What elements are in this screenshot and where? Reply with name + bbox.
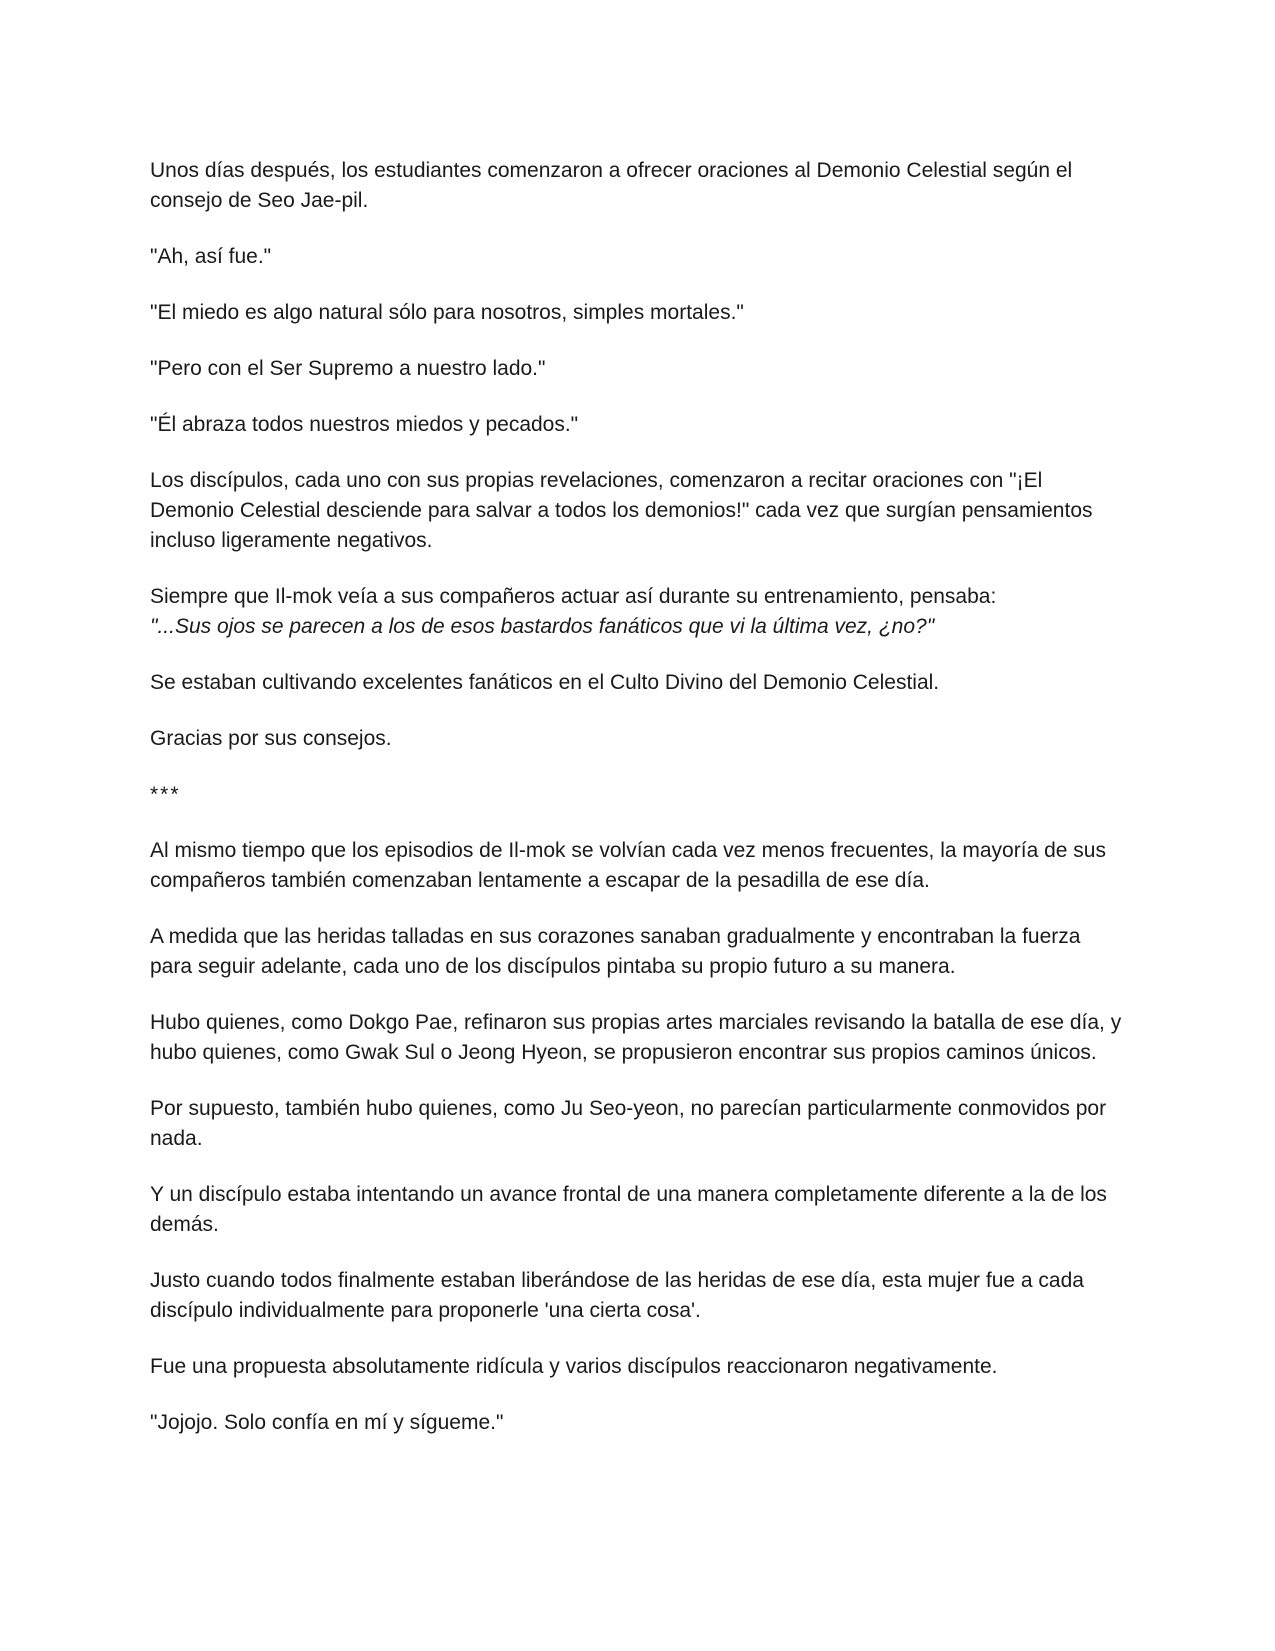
paragraph-text: Siempre que Il-mok veía a sus compañeros actuar así durante su entrenamiento, pensaba:	[150, 585, 997, 608]
italic-thought: "...Sus ojos se parecen a los de esos bastardos fanáticos que vi la última vez, ¿no?"	[150, 615, 935, 638]
paragraph: Se estaban cultivando excelentes fanáticos en el Culto Divino del Demonio Celestial.	[150, 671, 940, 694]
paragraph: Al mismo tiempo que los episodios de Il-mok se volvían cada vez menos frecuentes, la mayoría de sus compañeros también comenzaban lentamente a escapar de la pesadilla de ese día.	[150, 839, 1106, 892]
dialogue-line: "Pero con el Ser Supremo a nuestro lado."	[150, 357, 546, 380]
paragraph: Gracias por sus consejos.	[150, 727, 392, 750]
dialogue-line: "El miedo es algo natural sólo para nosotros, simples mortales."	[150, 301, 744, 324]
dialogue-line: "Él abraza todos nuestros miedos y pecados."	[150, 413, 579, 436]
paragraph: Por supuesto, también hubo quienes, como Ju Seo-yeon, no parecían particularmente conmovidos por nada.	[150, 1097, 1107, 1150]
document-body	[150, 156, 1125, 1464]
paragraph: Hubo quienes, como Dokgo Pae, refinaron sus propias artes marciales revisando la batalla de ese día, y hubo quienes, como Gwak Sul o Jeong Hyeon, se propusieron encontrar sus propios caminos únicos.	[150, 1011, 1122, 1064]
paragraph: A medida que las heridas talladas en sus corazones sanaban gradualmente y encontraban la fuerza para seguir adelante, cada uno de los discípulos pintaba su propio futuro a su manera.	[150, 925, 1081, 978]
paragraph: Fue una propuesta absolutamente ridícula y varios discípulos reaccionaron negativamente.	[150, 1355, 998, 1378]
paragraph-with-thought	[150, 582, 1125, 642]
paragraph: Unos días después, los estudiantes comenzaron a ofrecer oraciones al Demonio Celestial según el consejo de Seo Jae-pil.	[150, 159, 1073, 212]
dialogue-line: "Jojojo. Solo confía en mí y sígueme."	[150, 1411, 504, 1434]
section-break: ***	[150, 783, 181, 806]
paragraph: Y un discípulo estaba intentando un avance frontal de una manera completamente diferente a la de los demás.	[150, 1183, 1107, 1236]
paragraph: Los discípulos, cada uno con sus propias revelaciones, comenzaron a recitar oraciones con "¡El Demonio Celestial desciende para salvar a todos los demonios!" cada vez que surgían pensamientos incluso ligeramente negativos.	[150, 469, 1093, 552]
dialogue-line: "Ah, así fue."	[150, 245, 272, 268]
paragraph: Justo cuando todos finalmente estaban liberándose de las heridas de ese día, esta mujer fue a cada discípulo individualmente para proponerle 'una cierta cosa'.	[150, 1269, 1084, 1322]
